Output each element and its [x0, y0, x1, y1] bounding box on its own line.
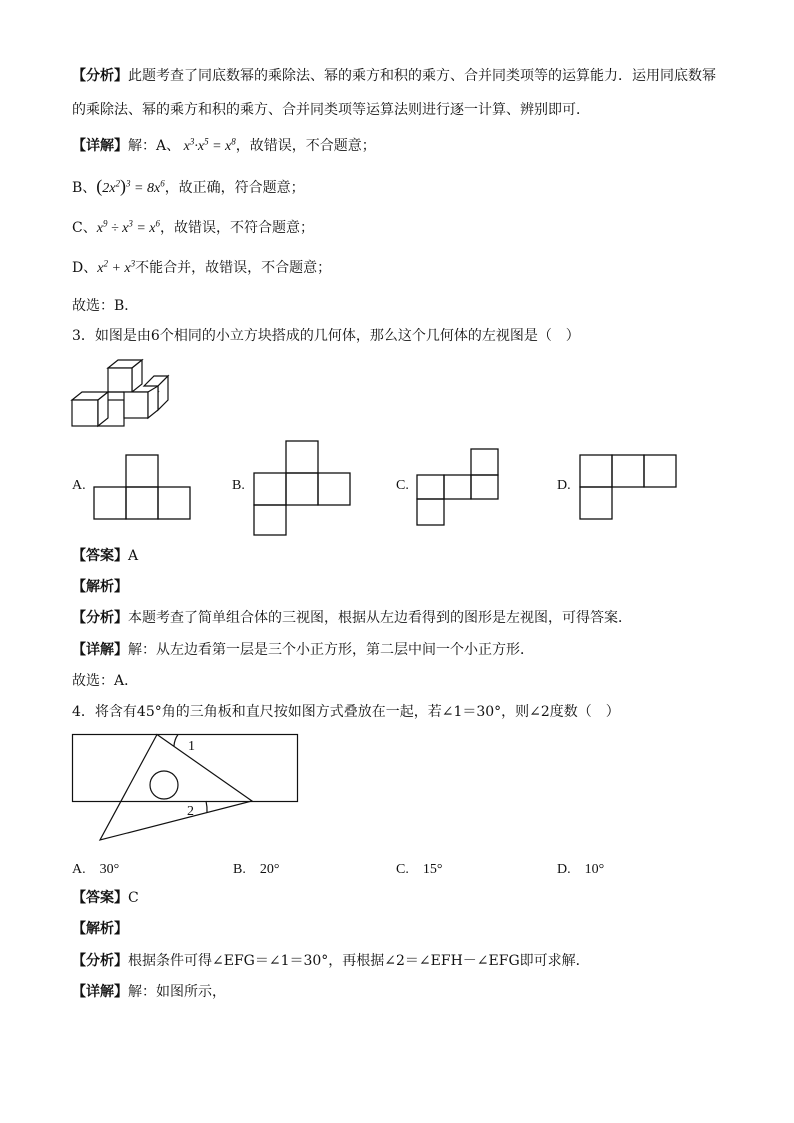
q3-answer [72, 546, 138, 566]
analysis-tag: 【分析】 [72, 68, 128, 84]
q3-choose: 故选：A． [72, 673, 139, 689]
q2-analysis-cont: 的乘除法、幂的乘方和积的乘方、合并同类项等运算法则进行逐一计算、辨别即可． [72, 102, 590, 118]
q2-option-b-detail [72, 176, 305, 199]
q4-option-b: B. 20° [233, 862, 280, 877]
formula-d: $x^2 + x^3$ [97, 258, 136, 276]
q4-option-a: A. 30° [72, 862, 120, 877]
q3-option-c-label: C. [396, 478, 409, 493]
formula-a: $x^3\cdot x^5 = x^8$ [180, 136, 236, 154]
q3-option-a-figure [92, 454, 192, 520]
q3-option-b-label: B. [232, 478, 245, 493]
q3-option-a-label: A. [72, 478, 86, 493]
q2-option-c-detail [72, 218, 314, 239]
q3-option-c-figure [416, 448, 502, 528]
q3-solution-tag: 【解析】 [72, 579, 128, 595]
option-b-tail: ，故正确，符合题意； [164, 180, 305, 196]
option-b-prefix: B、 [72, 180, 97, 196]
detail-text: 解：从左边看第一层是三个小正方形，第二层中间一个小正方形． [128, 642, 534, 658]
analysis-tag: 【分析】 [72, 610, 128, 626]
detail-tag: 【详解】 [72, 642, 128, 658]
q4-solution-tag: 【解析】 [72, 921, 128, 937]
analysis-text: 本题考查了简单组合体的三视图，根据从左边看得到的图形是左视图，可得答案． [128, 610, 632, 626]
detail-tag: 【详解】 [72, 138, 128, 154]
q4-analysis [72, 951, 590, 971]
q3-option-d-label: D. [557, 478, 571, 493]
q4-answer [72, 888, 139, 908]
q4-stem: 4．将含有45°角的三角板和直尺按如图方式叠放在一起，若∠1＝30°，则∠2度数（ ） [72, 704, 620, 720]
q4-option-c: C. 15° [396, 862, 443, 877]
q4-option-d: D. 10° [557, 862, 605, 877]
q3-stem: 3．如图是由6个相同的小立方块搭成的几何体，那么这个几何体的左视图是（ ） [72, 328, 580, 344]
option-d-prefix: D、 [72, 260, 98, 276]
detail-prefix: 解：A、 [128, 138, 181, 154]
option-c-tail: ，故错误，不符合题意； [160, 220, 315, 236]
answer-value: A [128, 548, 139, 564]
analysis-text: 此题考查了同底数幂的乘除法、幂的乘方和积的乘方、合并同类项等的运算能力．运用同底数幂 [128, 68, 716, 84]
triangle [100, 735, 252, 841]
analysis-text: 根据条件可得∠EFG＝∠1＝30°，再根据∠2＝∠EFH－∠EFG即可求解． [128, 953, 590, 969]
q2-option-d-detail [72, 258, 331, 279]
q4-detail [72, 982, 226, 1002]
q3-option-b-figure [253, 440, 353, 536]
formula-c: $x^9 \div x^3 = x^6$ [96, 218, 161, 236]
triangle-hole [150, 771, 178, 799]
detail-text: 解：如图所示， [128, 984, 226, 1000]
formula-b: $(2x^2)^3 = 8x^6$ [96, 176, 165, 196]
q2-option-a-detail [72, 136, 376, 157]
q2-analysis [72, 66, 716, 86]
q3-analysis [72, 608, 632, 628]
q2-choose: 故选：B． [72, 298, 139, 314]
angle-2-arc [206, 801, 207, 813]
option-a-tail: ，故错误，不合题意； [235, 138, 376, 154]
angle-1-arc [174, 735, 178, 747]
option-d-tail: 不能合并，故错误，不合题意； [135, 260, 332, 276]
option-c-prefix: C、 [72, 220, 97, 236]
ruler [73, 735, 298, 802]
angle-1-label: 1 [188, 739, 195, 754]
answer-tag: 【答案】 [72, 890, 128, 906]
q4-ruler-triangle-figure [72, 734, 302, 844]
q3-detail [72, 640, 534, 660]
answer-tag: 【答案】 [72, 548, 128, 564]
detail-tag: 【详解】 [72, 984, 128, 1000]
q3-option-d-figure [579, 454, 679, 520]
q3-cube-figure [72, 360, 182, 430]
analysis-tag: 【分析】 [72, 953, 128, 969]
answer-value: C [128, 890, 139, 906]
angle-2-label: 2 [187, 804, 194, 819]
